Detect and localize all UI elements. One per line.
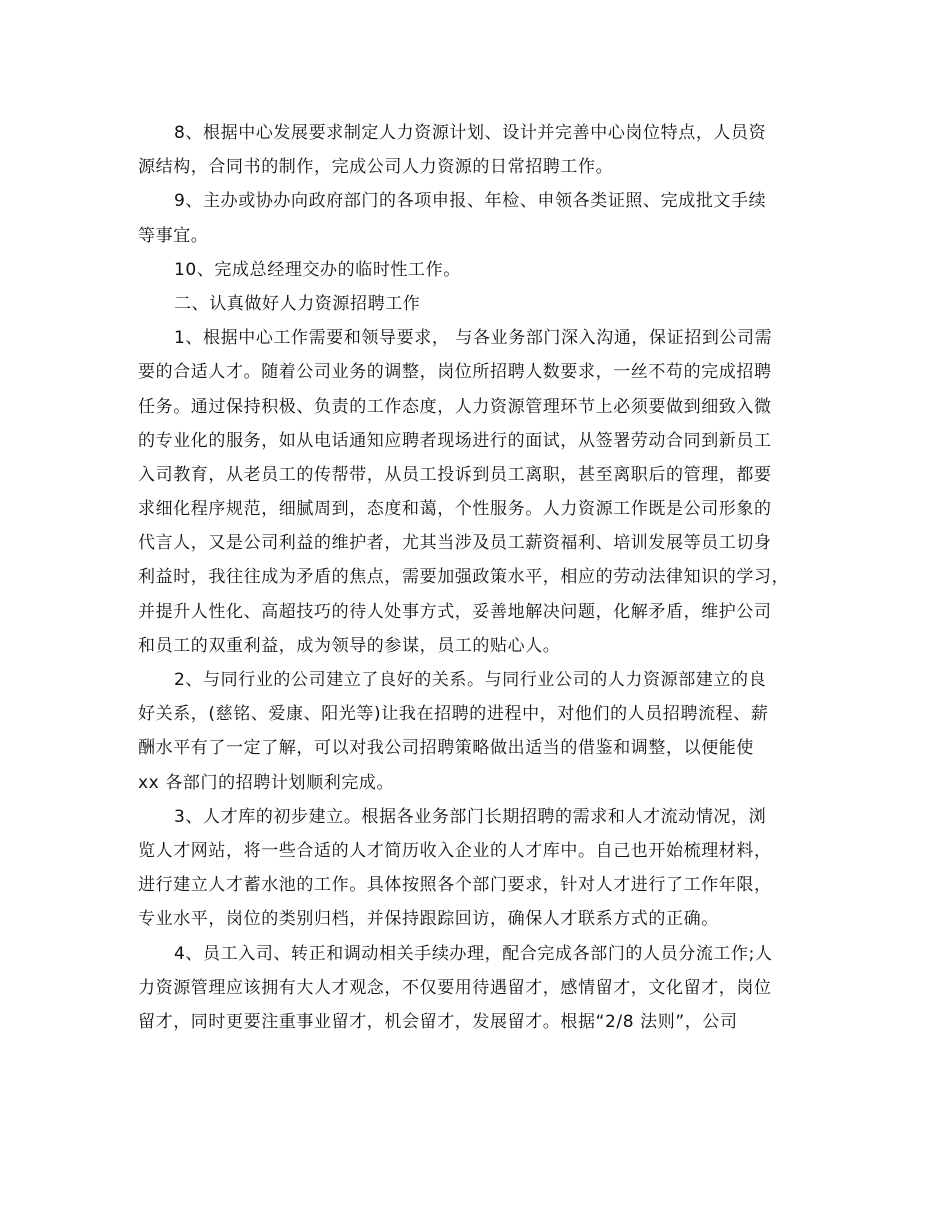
text-line: 等事宜。: [138, 225, 209, 246]
text-line: 的专业化的服务，如从电话通知应聘者现场进行的面试，从签署劳动合同到新员工: [138, 430, 772, 451]
text-line: 览人才网站，将一些合适的人才简历收入企业的人才库中。自己也开始梳理材料，: [138, 840, 772, 861]
text-line: 4、员工入司、转正和调动相关手续办理，配合完成各部门的人员分流工作;人: [174, 943, 773, 964]
text-line: 入司教育，从老员工的传帮带，从员工投诉到员工离职，甚至离职后的管理，都要: [138, 464, 772, 485]
text-line: 10、完成总经理交办的临时性工作。: [174, 259, 461, 280]
text-line: 8、根据中心发展要求制定人力资源计划、设计并完善中心岗位特点，人员资: [174, 123, 767, 143]
text-line: 1、根据中心工作需要和领导要求， 与各业务部门深入沟通，保证招到公司需: [174, 328, 773, 349]
text-line: 专业水平，岗位的类别归档，并保持跟踪回访，确保人才联系方式的正确。: [138, 909, 719, 930]
text-line: 要的合适人才。随着公司业务的调整，岗位所招聘人数要求，一丝不苟的完成招聘: [138, 362, 772, 383]
text-line: 酬水平有了一定了解，可以对我公司招聘策略做出适当的借鉴和调整，以便能使: [138, 738, 754, 759]
text-line: 源结构，合同书的制作，完成公司人力资源的日常招聘工作。: [138, 157, 614, 178]
text-line: 并提升人性化、高超技巧的待人处事方式，妥善地解决问题，化解矛盾，维护公司: [138, 601, 772, 622]
section-heading: 二、认真做好人力资源招聘工作: [174, 293, 421, 314]
text-line: 2、与同行业的公司建立了良好的关系。与同行业公司的人力资源部建立的良: [174, 670, 767, 690]
text-line: xx 各部门的招聘计划顺利完成。: [138, 772, 395, 793]
text-line: 求细化程序规范，细腻周到，态度和蔼，个性服务。人力资源工作既是公司形象的: [138, 499, 772, 520]
text-line: 3、人才库的初步建立。根据各业务部门长期招聘的需求和人才流动情况，浏: [174, 806, 767, 827]
text-line: 9、主办或协办向政府部门的各项申报、年检、申领各类证照、完成批文手续: [174, 191, 767, 212]
text-line: 利益时，我往往成为矛盾的焦点，需要加强政策水平，相应的劳动法律知识的学习，: [138, 567, 790, 588]
text-line: 进行建立人才蓄水池的工作。具体按照各个部门要求，针对人才进行了工作年限，: [138, 875, 772, 896]
text-line: 留才，同时更要注重事业留才，机会留才，发展留才。根据“2/8 法则”，公司: [138, 1011, 738, 1032]
document-body: [138, 116, 828, 1039]
text-line: 和员工的双重利益，成为领导的参谋，员工的贴心人。: [138, 635, 561, 656]
text-line: 力资源管理应该拥有大人才观念，不仅要用待遇留才，感情留才，文化留才，岗位: [138, 977, 772, 998]
text-line: 任务。通过保持积极、负责的工作态度，人力资源管理环节上必须要做到细致入微: [138, 396, 772, 417]
text-line: 好关系，(慈铭、爱康、阳光等)让我在招聘的进程中，对他们的人员招聘流程、薪: [138, 704, 769, 725]
text-line: 代言人，又是公司利益的维护者，尤其当涉及员工薪资福利、培训发展等员工切身: [138, 533, 772, 554]
